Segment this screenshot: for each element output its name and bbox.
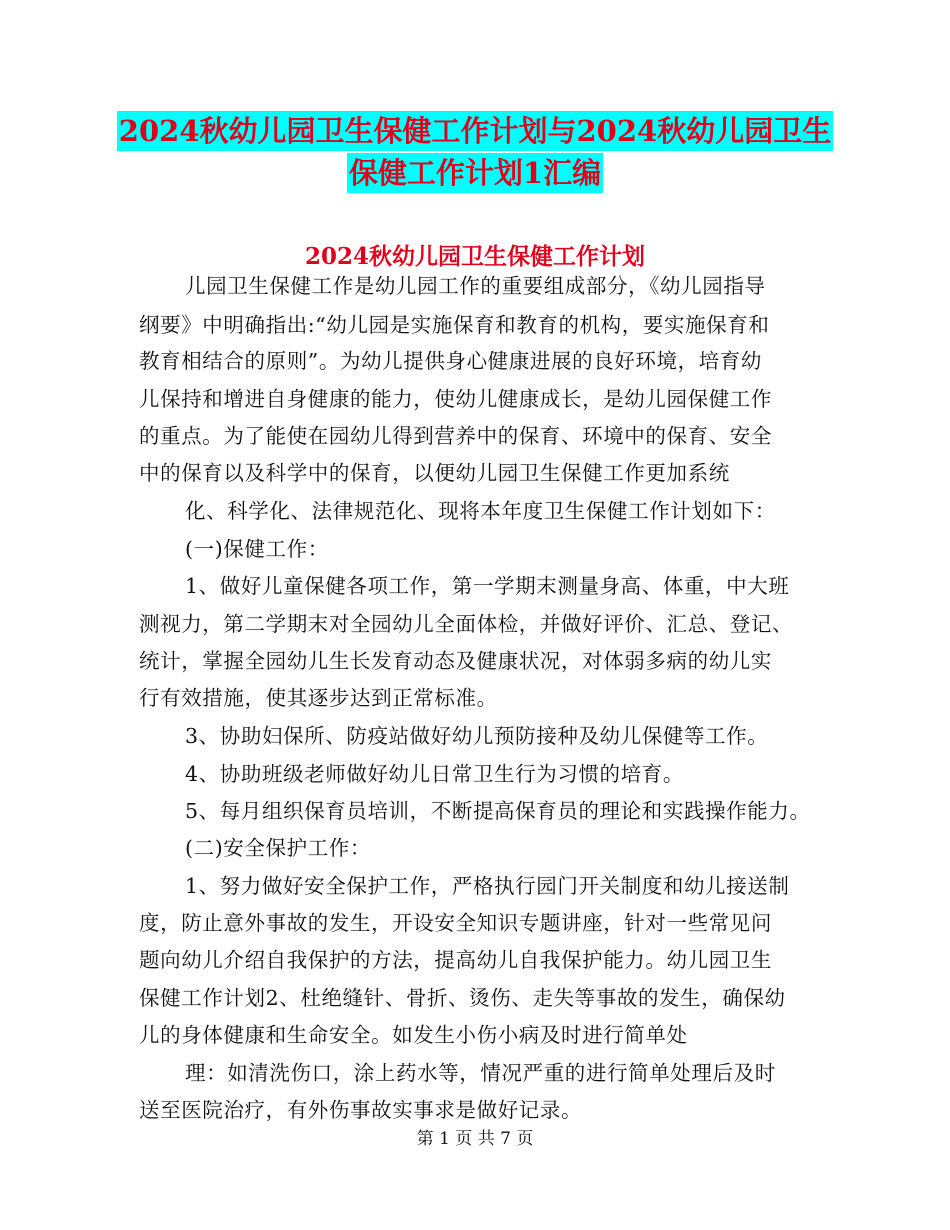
body-line: 统计，掌握全园幼儿生长发育动态及健康状况，对体弱多病的幼儿实 (139, 649, 772, 673)
body-line: 儿园卫生保健工作是幼儿园工作的重要组成部分，《幼儿园指导 (185, 274, 766, 298)
body-line: 1、做好儿童保健各项工作，第一学期末测量身高、体重，中大班 (185, 574, 790, 598)
page-number-footer: 第 1 页 共 7 页 (416, 1129, 534, 1149)
body-line: 测视力，第二学期末对全园幼儿全面体检，并做好评价、汇总、登记、 (139, 612, 794, 636)
body-line: 儿保持和增进自身健康的能力，使幼儿健康成长，是幼儿园保健工作 (139, 387, 772, 411)
body-line: 题向幼儿介绍自我保护的方法，提高幼儿自我保护能力。幼儿园卫生 (139, 948, 772, 972)
body-line: 纲要》中明确指出:“幼儿园是实施保育和教育的机构，要实施保育和 (139, 313, 770, 337)
body-line: 理：如清洗伤口，涂上药水等，情况严重的进行简单处理后及时 (185, 1061, 776, 1085)
section-label-safety: (二)安全保护工作： (185, 836, 371, 860)
section-heading: 2024秋幼儿园卫生保健工作计划 (304, 243, 645, 270)
document-title-line-2-wrap (0, 153, 950, 193)
body-line: 行有效措施，使其逐步达到正常标准。 (139, 686, 498, 710)
document-title-line-1: 2024秋幼儿园卫生保健工作计划与2024秋幼儿园卫生 (117, 111, 833, 151)
body-line: 化、科学化、法律规范化、现将本年度卫生保健工作计划如下： (185, 499, 776, 523)
body-line: 5、每月组织保育员培训，不断提高保育员的理论和实践操作能力。 (185, 799, 811, 823)
document-title-line-2: 保健工作计划1汇编 (347, 153, 603, 193)
body-line: 中的保育以及科学中的保育，以便幼儿园卫生保健工作更加系统 (139, 461, 730, 485)
body-line: 教育相结合的原则”。为幼儿提供身心健康进展的良好环境，培育幼 (139, 349, 762, 373)
document-title-line-1-wrap (0, 111, 950, 151)
body-line: 4、协助班级老师做好幼儿日常卫生行为习惯的培育。 (185, 762, 684, 786)
body-line: 3、协助妇保所、防疫站做好幼儿预防接种及幼儿保健等工作。 (185, 724, 769, 748)
body-line: 1、努力做好安全保护工作，严格执行园门开关制度和幼儿接送制 (185, 874, 790, 898)
body-line: 的重点。为了能使在园幼儿得到营养中的保育、环境中的保育、安全 (139, 424, 772, 448)
section-label-health: (一)保健工作： (185, 537, 329, 561)
body-line: 儿的身体健康和生命安全。如发生小伤小病及时进行简单处 (139, 1023, 688, 1047)
body-line: 度，防止意外事故的发生，开设安全知识专题讲座，针对一些常见问 (139, 911, 772, 935)
body-line: 送至医院治疗，有外伤事故实事求是做好记录。 (139, 1098, 583, 1122)
body-line: 保健工作计划2、杜绝缝针、骨折、烫伤、走失等事故的发生，确保幼 (139, 986, 786, 1010)
